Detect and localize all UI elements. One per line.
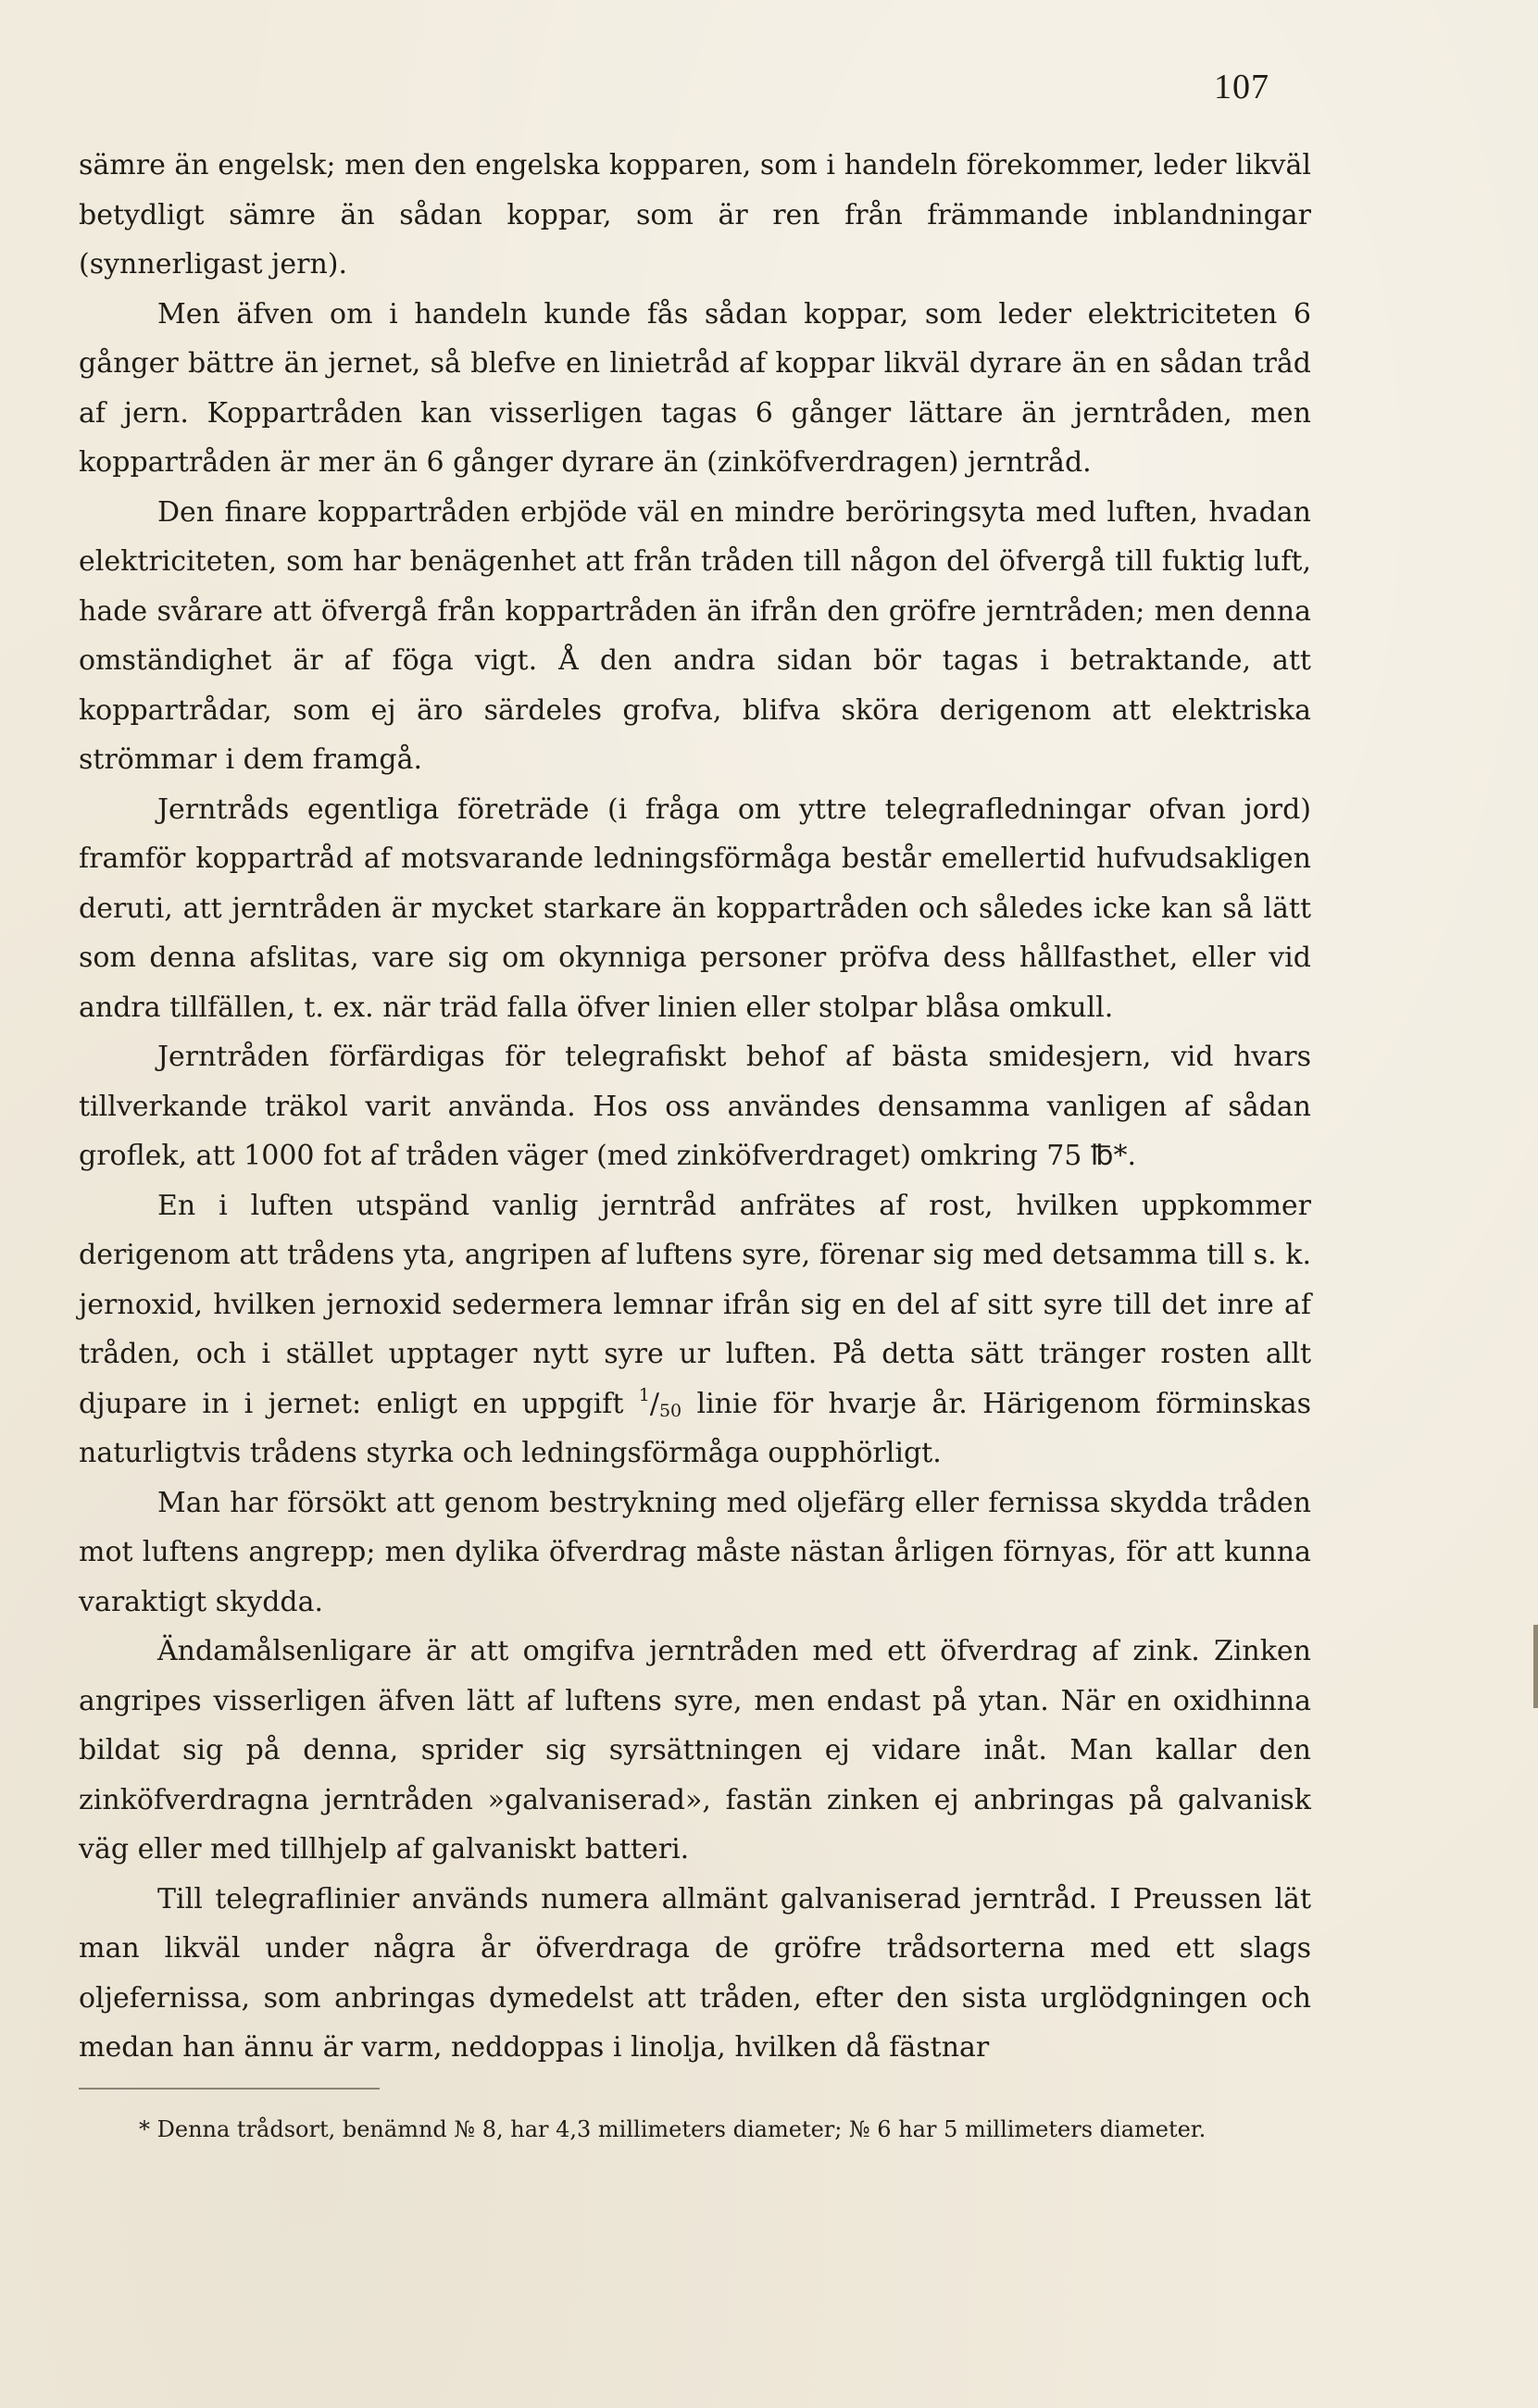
paragraph: sämre än engelsk; men den engelska kopparen, som i handeln förekommer, leder likväl betydligt sämre än sådan koppar, som är ren från främmande inblandningar (synnerligast jern). [79,149,1311,281]
fraction-numerator: 1 [638,1384,650,1405]
body-text [79,141,1311,2073]
paragraph: Den finare koppartråden erbjöde väl en mindre beröringsyta med luften, hvadan elektriciteten, som har benägenhet att från tråden till någon del öfvergå till fuktig luft, hade svårare att öfvergå från koppartråden än ifrån den gröfre jerntråden; men denna omständighet är af föga vigt. Å den andra sidan bör tagas i betraktande, att koppartrådar, som ej äro särdeles grofva, blifva sköra derigenom att elektriska strömmar i dem framgå. [79,495,1311,776]
footnote-divider [79,2088,380,2090]
scan-edge-mark [1533,1625,1538,1708]
paragraph: Jerntråds egentliga företräde (i fråga om yttre telegrafledningar ofvan jord) framför koppartråd af motsvarande ledningsförmåga består emellertid hufvudsakligen deruti, att jerntråden är mycket starkare än koppartråden och således icke kan så lätt som denna afslitas, vare sig om okynniga personer pröfva dess hållfasthet, eller vid andra tillfällen, t. ex. när träd falla öfver linien eller stolpar blåsa omkull. [79,792,1311,1024]
paragraph: Ändamålsenligare är att omgifva jerntråden med ett öfverdrag af zink. Zinken angripes visserligen äfven lätt af luftens syre, men endast på ytan. När en oxidhinna bildat sig på denna, sprider sig syrsättningen ej vidare inåt. Man kallar den zinköfverdragna jerntråden »galvaniserad», fastän zinken ej anbringas på galvanisk väg eller med tillhjelp af galvaniskt batteri. [79,1635,1311,1865]
paragraph: Jerntråden förfärdigas för telegrafiskt behof af bästa smidesjern, vid hvars tillverkande träkol varit använda. Hos oss användes densamma vanligen af sådan groflek, att 1000 fot af tråden väger (med zinköfverdraget) omkring 75 ℔*. [79,1041,1311,1172]
paragraph-text: En i luften utspänd vanlig jerntråd anfrätes af rost, hvilken uppkommer derigenom att trådens yta, angripen af luftens syre, förenar sig med detsamma till s. k. jernoxid, hvilken jernoxid sedermera lemnar ifrån sig en del af sitt syre till det inre af tråden, och i stället upptager nytt syre ur luften. På detta sätt tränger rosten allt djupare in i jernet: enligt en uppgift [79,1189,1311,1420]
paragraph-text: linie för hvarje år. Härigenom förminskas naturligtvis trådens styrka och ledningsförmåga oupphörligt. [79,1387,1311,1469]
paragraph: Man har försökt att genom bestrykning med oljefärg eller fernissa skydda tråden mot luftens angrepp; men dylika öfverdrag måste nästan årligen förnyas, för att kunna varaktigt skydda. [79,1486,1311,1618]
paragraph: Till telegraflinier används numera allmänt galvaniserad jerntråd. I Preussen lät man likväl under några år öfverdraga de gröfre trådsorterna med ett slags oljefernissa, som anbringas dymedelst att tråden, efter den sista urglödgningen och medan han ännu är varm, neddoppas i linolja, hvilken då fästnar [79,1882,1311,2064]
footnote: * Denna trådsort, benämnd № 8, har 4,3 millimeters diameter; № 6 har 5 millimeters diameter. [139,2116,1207,2142]
fraction-denominator: 50 [658,1400,682,1421]
paragraph: Men äfven om i handeln kunde fås sådan koppar, som leder elektriciteten 6 gånger bättre än jernet, så blefve en linietråd af koppar likväl dyrare än en sådan tråd af jern. Koppartråden kan visserligen tagas 6 gånger lättare än jerntråden, men koppartråden är mer än 6 gånger dyrare än (zinköfverdragen) jerntråd. [79,297,1311,479]
paragraph-rust: En i luften utspänd vanlig jerntråd anfrätes af rost, hvilken uppkommer derigenom att trådens yta, angripen af luftens syre, förenar sig med detsamma till s. k. jernoxid, hvilken jernoxid sedermera lemnar ifrån sig en del af sitt syre till det inre af tråden, och i stället upptager nytt syre ur luften. På detta sätt tränger rosten allt djupare in i jernet: enligt en uppgift $^1/_{50}$ linie för hvarje år. Härigenom förminskas naturligtvis trådens styrka och ledningsförmåga oupphörligt. [79,1189,1311,1469]
page-number: 107 [1214,68,1269,106]
